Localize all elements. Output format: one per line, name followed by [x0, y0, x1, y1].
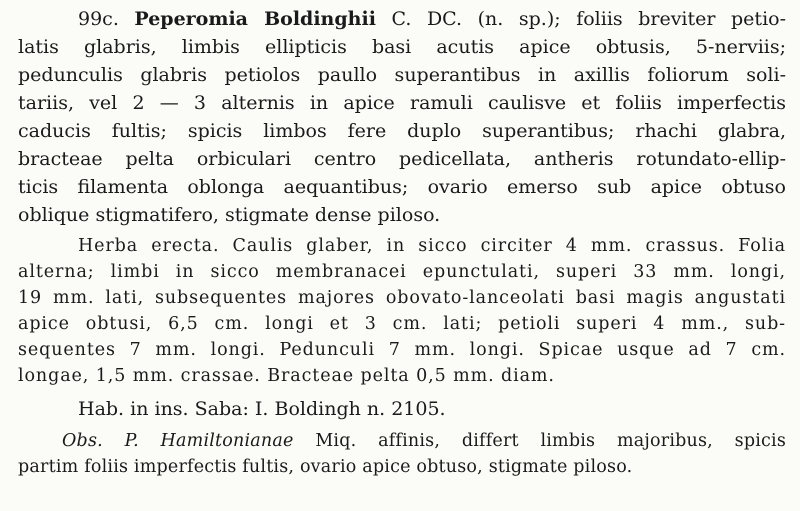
- obs-taxon: P. Hamiltonianae: [124, 431, 294, 451]
- description-line: 19 mm. lati, subsequentes majores obovato-lanceolati basi magis angustati: [18, 288, 786, 308]
- diagnosis-line: bracteae pelta orbiculari centro pedicellata, antheris rotundato-ellip-: [18, 148, 786, 170]
- habitat-line: Hab. in ins. Saba: I. Boldingh n. 2105.: [78, 398, 446, 420]
- description-line: apice obtusi, 6,5 cm. longi et 3 cm. lati; petioli superi 4 mm., sub-: [18, 314, 786, 334]
- obs-label: Obs.: [62, 431, 103, 451]
- obs-text: Miq. affinis, differt limbis majoribus, spicis: [315, 431, 786, 451]
- description-line: longae, 1,5 mm. crassae. Bracteae pelta 0,5 mm. diam.: [18, 366, 555, 386]
- species-heading-line: [78, 6, 786, 32]
- obs-continuation: partim foliis imperfectis fultis, ovario apice obtuso, stigmate piloso.: [18, 457, 633, 477]
- description-line: alterna; limbi in sicco membranacei epunctulati, superi 33 mm. longi,: [18, 262, 786, 282]
- species-author: C. DC. (n. sp.);: [391, 8, 561, 30]
- diagnosis-line: tariis, vel 2 — 3 alternis in apice ramuli caulisve et foliis imperfectis: [18, 92, 786, 114]
- diagnosis-line: ticis filamenta oblonga aequantibus; ovario emerso sub apice obtuso: [18, 176, 786, 198]
- obs-line: [62, 428, 786, 454]
- diagnosis-line: oblique stigmatifero, stigmate dense piloso.: [18, 204, 441, 226]
- diagnosis-first: foliis breviter petio-: [576, 8, 786, 30]
- diagnosis-line: caducis fultis; spicis limbos fere duplo superantibus; rhachi glabra,: [18, 120, 786, 142]
- species-number: 99c.: [78, 8, 119, 30]
- description-line: sequentes 7 mm. longi. Pedunculi 7 mm. longi. Spicae usque ad 7 cm.: [18, 340, 786, 360]
- species-name: Peperomia Boldinghii: [134, 8, 376, 30]
- diagnosis-line: pedunculis glabris petiolos paullo superantibus in axillis foliorum soli-: [18, 64, 786, 86]
- diagnosis-line: latis glabris, limbis ellipticis basi acutis apice obtusis, 5-nerviis;: [18, 36, 786, 58]
- description-line: Herba erecta. Caulis glaber, in sicco circiter 4 mm. crassus. Folia: [78, 236, 786, 256]
